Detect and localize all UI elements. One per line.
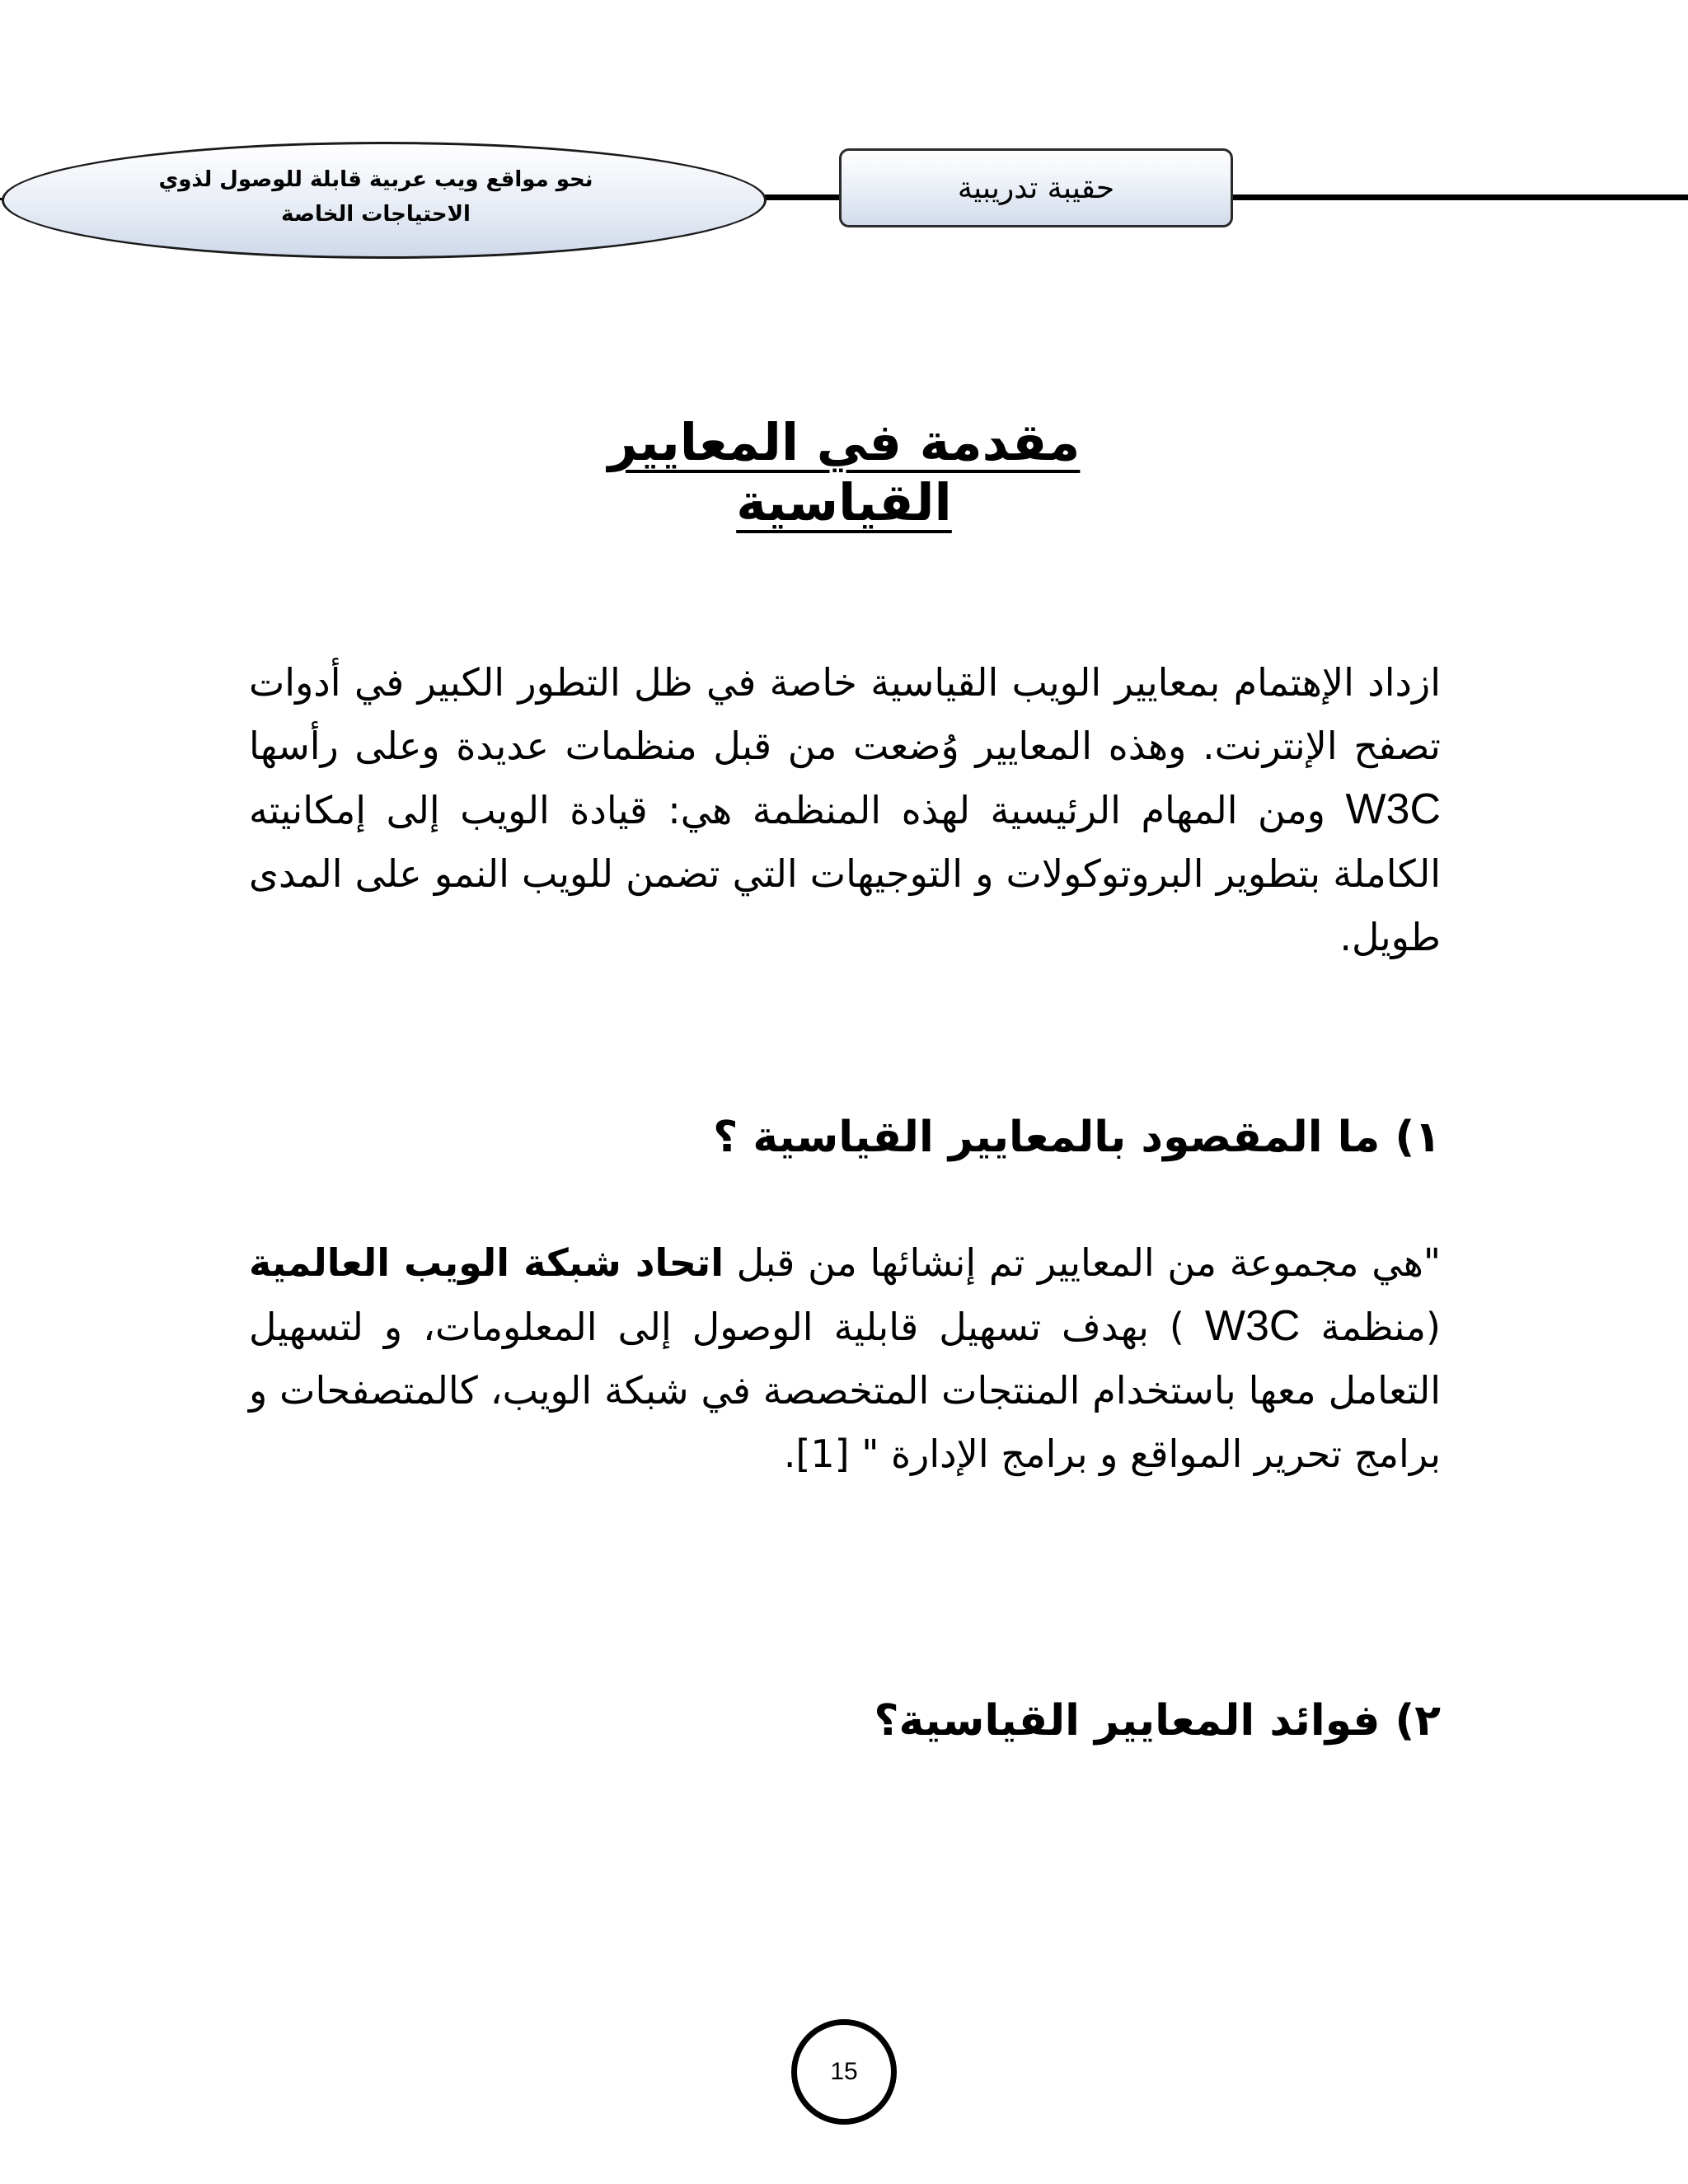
header-box-label: حقيبة تدريبية — [839, 148, 1233, 227]
intro-paragraph — [249, 651, 1441, 969]
definition-text-part3: ) بهدف تسهيل قابلية الوصول إلى المعلومات، و لتسهيل التعامل معها باستخدام المنتجات المتخصصة في شبكة الويب، كالمتصفحات و برامج تحرير المواقع و برامج الإدارة " [1]. — [249, 1305, 1441, 1476]
intro-org-name: W3C — [1345, 785, 1441, 833]
page-number: 15 — [791, 2019, 897, 2125]
page-title: مقدمة في المعايير القياسية — [607, 412, 1081, 532]
section-heading-1: ١) ما المقصود بالمعايير القياسية ؟ — [713, 1113, 1441, 1162]
intro-text-part1: ازداد الإهتمام بمعايير الويب القياسية خاصة في ظل التطور الكبير في أدوات تصفح الإنترنت. وهذه المعايير وُضعت من قبل منظمات عديدة وعلى رأسها — [249, 660, 1441, 768]
header-ellipse-text: نحو مواقع ويب عربية قابلة للوصول لذوي الاحتياجات الخاصة — [158, 167, 593, 227]
definition-text-part2: (منظمة — [1300, 1305, 1441, 1349]
definition-bold-text: اتحاد شبكة الويب العالمية — [249, 1240, 724, 1285]
definition-org-name: W3C — [1204, 1302, 1301, 1350]
header-ellipse-banner — [2, 142, 767, 259]
intro-text-part2: ومن المهام الرئيسية لهذه المنظمة هي: قيادة الويب إلى إمكانيته الكاملة بتطوير البروتوكولات و التوجيهات التي تضمن للويب النمو على المدى طويل. — [249, 788, 1441, 959]
section-heading-2: ٢) فوائد المعايير القياسية؟ — [874, 1696, 1441, 1746]
definition-paragraph — [249, 1231, 1441, 1486]
definition-text-part1: "هي مجموعة من المعايير تم إنشائها من قبل — [723, 1240, 1441, 1285]
